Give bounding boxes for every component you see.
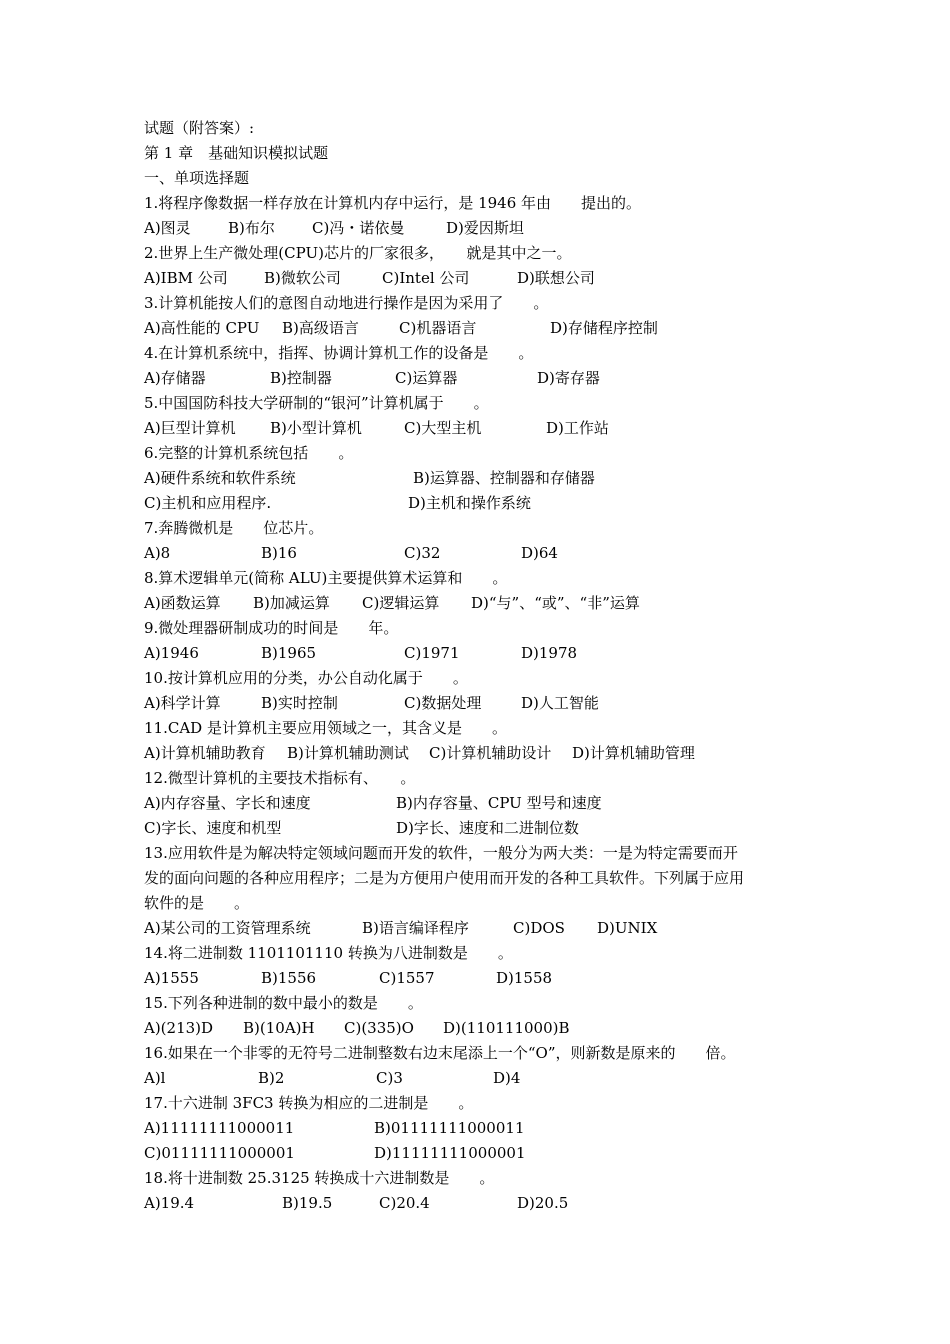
option-a: A)某公司的工资管理系统: [144, 919, 311, 937]
question-stem: 1.将程序像数据一样存放在计算机内存中运行，是 1946 年由 提出的。: [144, 194, 642, 212]
option-d: D)爱因斯坦: [446, 219, 524, 237]
option-c: C)字长、速度和机型: [144, 819, 282, 837]
option-b: B)内存容量、CPU 型号和速度: [396, 794, 602, 812]
option-b: B)19.5: [282, 1194, 333, 1212]
option-row: [144, 816, 816, 841]
option-row: [144, 541, 816, 566]
option-d: D)(110111000)B: [443, 1019, 570, 1037]
option-row: [144, 491, 816, 516]
question-stem: 5.中国国防科技大学研制的“银河”计算机属于 。: [144, 394, 489, 412]
question-stem: 11.CAD 是计算机主要应用领域之一，其含义是 。: [144, 719, 507, 737]
option-row: [144, 366, 816, 391]
option-row: [144, 316, 816, 341]
question-stem: 2.世界上生产微处理(CPU)芯片的厂家很多， 就是其中之一。: [144, 244, 572, 262]
question-stem: 17.十六进制 3FC3 转换为相应的二进制是 。: [144, 1094, 474, 1112]
document-title: 试题（附答案）:: [144, 119, 255, 137]
option-d: D)计算机辅助管理: [572, 744, 695, 762]
section-heading: 一、单项选择题: [144, 169, 250, 187]
option-d: D)1558: [496, 969, 553, 987]
option-c: C)20.4: [379, 1194, 430, 1212]
option-b: B)(10A)H: [243, 1019, 315, 1037]
option-d: D)存储程序控制: [550, 319, 658, 337]
option-a: A)1946: [144, 644, 199, 662]
option-c: C)主机和应用程序.: [144, 494, 272, 512]
option-row: [144, 916, 816, 941]
question-stem: 8.算术逻辑单元(简称 ALU)主要提供算术运算和 。: [144, 569, 508, 587]
option-c: C)(335)O: [344, 1019, 414, 1037]
question-stem: 7.奔腾微机是 位芯片。: [144, 519, 324, 537]
option-c: C)逻辑运算: [362, 594, 440, 612]
option-row: [144, 591, 816, 616]
option-d: D)联想公司: [517, 269, 595, 287]
question-stem: 9.微处理器研制成功的时间是 年。: [144, 619, 399, 637]
question-stem: 15.下列各种进制的数中最小的数是 。: [144, 994, 423, 1012]
question-stem: 12.微型计算机的主要技术指标有、 。: [144, 769, 416, 787]
option-a: A)科学计算: [144, 694, 221, 712]
option-row: [144, 1191, 816, 1216]
option-d: D)11111111000001: [374, 1144, 526, 1162]
option-row: [144, 791, 816, 816]
question-stem: 6.完整的计算机系统包括 。: [144, 444, 354, 462]
document-content: [144, 116, 816, 1216]
question-stem: 3.计算机能按人们的意图自动地进行操作是因为采用了 。: [144, 294, 549, 312]
option-c: C)运算器: [395, 369, 458, 387]
question-stem: 16.如果在一个非零的无符号二进制整数右边末尾添上一个“O”，则新数是原来的 倍。: [144, 1044, 736, 1062]
option-b: B)1965: [261, 644, 317, 662]
option-d: D)UNIX: [597, 919, 658, 937]
question-stem-line: 13.应用软件是为解决特定领域问题而开发的软件，一般分为两大类：一是为特定需要而开: [144, 844, 738, 862]
question-stem-line: 软件的是 。: [144, 894, 250, 912]
option-row: [144, 966, 816, 991]
option-row: [144, 416, 816, 441]
option-b: B)微软公司: [264, 269, 341, 287]
option-d: D)寄存器: [537, 369, 600, 387]
option-a: A)函数运算: [144, 594, 221, 612]
option-a: A)计算机辅助教育: [144, 744, 266, 762]
option-b: B)计算机辅助测试: [287, 744, 409, 762]
option-a: A)存储器: [144, 369, 206, 387]
option-b: B)01111111000011: [374, 1119, 525, 1137]
option-d: D)人工智能: [521, 694, 599, 712]
chapter-heading: 第 1 章 基础知识模拟试题: [144, 144, 329, 162]
option-c: C)01111111000001: [144, 1144, 295, 1162]
option-row: [144, 1116, 816, 1141]
option-b: B)高级语言: [282, 319, 359, 337]
option-c: C)3: [376, 1069, 403, 1087]
option-b: B)语言编译程序: [362, 919, 469, 937]
option-b: B)1556: [261, 969, 317, 987]
option-row: [144, 1141, 816, 1166]
option-b: B)运算器、控制器和存储器: [413, 469, 595, 487]
option-row: [144, 266, 816, 291]
option-b: B)16: [261, 544, 297, 562]
option-a: A)硬件系统和软件系统: [144, 469, 296, 487]
question-stem: 18.将十进制数 25.3125 转换成十六进制数是 。: [144, 1169, 495, 1187]
option-d: D)工作站: [546, 419, 609, 437]
question-stem: 14.将二进制数 1101101110 转换为八进制数是 。: [144, 944, 513, 962]
option-b: B)加减运算: [253, 594, 330, 612]
option-d: D)4: [493, 1069, 521, 1087]
option-a: A)11111111000011: [144, 1119, 295, 1137]
option-a: A)IBM 公司: [144, 269, 228, 287]
question-stem: 10.按计算机应用的分类，办公自动化属于 。: [144, 669, 468, 687]
option-c: C)大型主机: [404, 419, 482, 437]
option-row: [144, 691, 816, 716]
option-c: C)32: [404, 544, 441, 562]
option-b: B)小型计算机: [270, 419, 362, 437]
option-a: A)(213)D: [144, 1019, 214, 1037]
option-row: [144, 1066, 816, 1091]
option-a: A)高性能的 CPU: [144, 319, 260, 337]
option-c: C)DOS: [513, 919, 565, 937]
option-c: C)计算机辅助设计: [429, 744, 552, 762]
option-d: D)1978: [521, 644, 578, 662]
option-c: C)机器语言: [399, 319, 477, 337]
option-b: B)实时控制: [261, 694, 338, 712]
option-c: C)1971: [404, 644, 460, 662]
option-row: [144, 641, 816, 666]
option-a: A)8: [144, 544, 171, 562]
option-a: A)图灵: [144, 219, 191, 237]
option-b: B)2: [258, 1069, 285, 1087]
option-c: C)1557: [379, 969, 435, 987]
question-stem: 4.在计算机系统中，指挥、协调计算机工作的设备是 。: [144, 344, 534, 362]
option-d: D)主机和操作系统: [408, 494, 531, 512]
option-c: C)冯・诺依曼: [312, 219, 405, 237]
option-row: [144, 216, 816, 241]
option-c: C)数据处理: [404, 694, 482, 712]
option-a: A)l: [144, 1069, 166, 1087]
option-b: B)布尔: [228, 219, 275, 237]
option-row: [144, 1016, 816, 1041]
option-b: B)控制器: [270, 369, 332, 387]
question-stem-line: 发的面向问题的各种应用程序；二是为方便用户使用而开发的各种工具软件。下列属于应用: [144, 869, 745, 887]
option-a: A)1555: [144, 969, 199, 987]
option-d: D)“与”、“或”、“非”运算: [471, 594, 640, 612]
option-row: [144, 466, 816, 491]
option-d: D)64: [521, 544, 558, 562]
option-a: A)内存容量、字长和速度: [144, 794, 311, 812]
option-row: [144, 741, 816, 766]
option-c: C)Intel 公司: [382, 269, 470, 287]
option-d: D)字长、速度和二进制位数: [396, 819, 579, 837]
option-a: A)巨型计算机: [144, 419, 236, 437]
option-d: D)20.5: [517, 1194, 569, 1212]
option-a: A)19.4: [144, 1194, 195, 1212]
